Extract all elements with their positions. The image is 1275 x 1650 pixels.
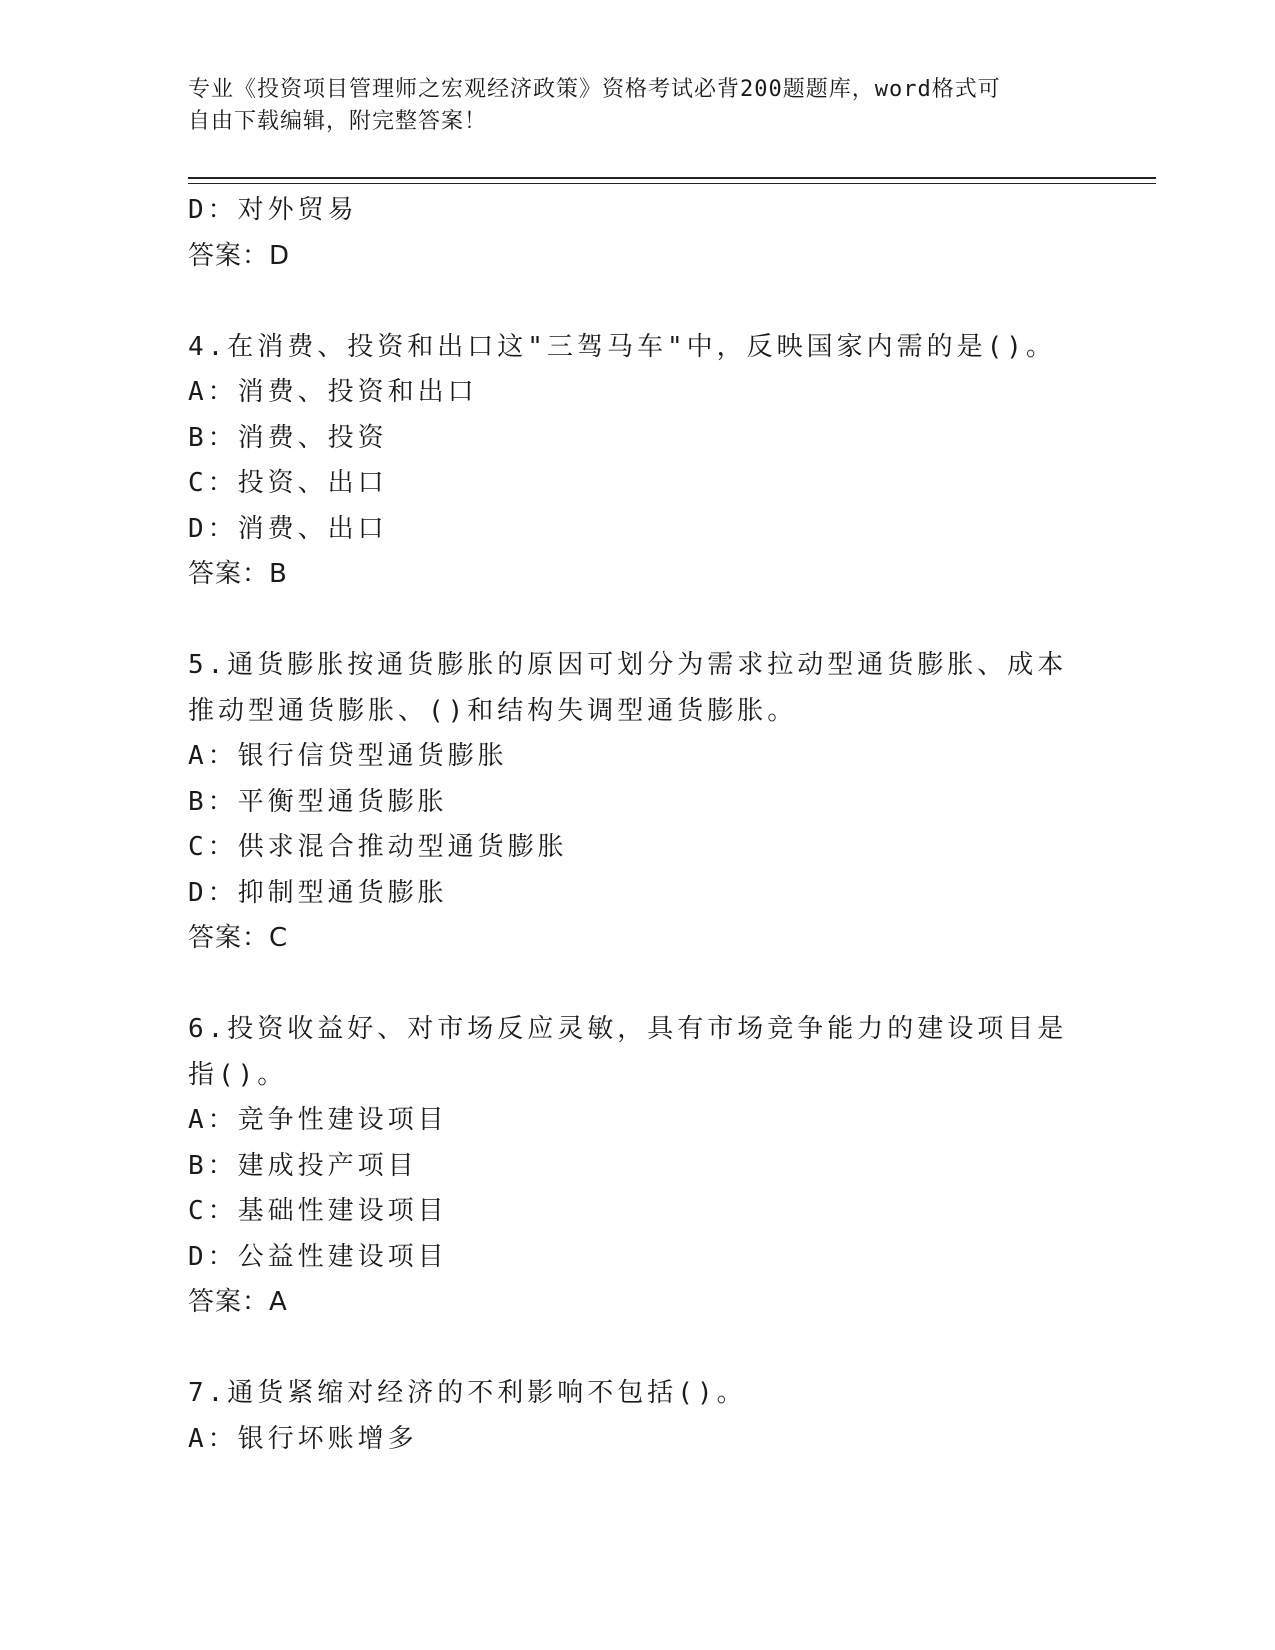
option-line: C：投资、出口 <box>188 468 388 498</box>
answer-line: 答案：B <box>188 559 288 589</box>
option-line: A：消费、投资和出口 <box>188 377 478 407</box>
header-divider-thin <box>188 183 1156 184</box>
option-line: C：基础性建设项目 <box>188 1196 448 1226</box>
option-line: A：银行坏账增多 <box>188 1423 418 1454</box>
option-line: D：抑制型通货膨胀 <box>188 877 448 908</box>
question-text: 5.通货膨胀按通货膨胀的原因可划分为需求拉动型通货膨胀、成本推动型通货膨胀、()和结构失调型通货膨胀。 <box>188 650 1068 726</box>
question-block <box>188 643 1068 962</box>
page-header <box>188 74 1068 138</box>
option-line: C：供求混合推动型通货膨胀 <box>188 832 568 862</box>
option-line: D：对外贸易 <box>188 195 358 225</box>
spacer <box>188 598 1068 644</box>
option-line: D：公益性建设项目 <box>188 1241 448 1272</box>
header-divider-thick <box>188 177 1156 179</box>
spacer <box>188 962 1068 1008</box>
option-line: B：建成投产项目 <box>188 1150 418 1181</box>
question-text: 6.投资收益好、对市场反应灵敏，具有市场竞争能力的建设项目是指()。 <box>188 1014 1068 1090</box>
question-list <box>188 188 1068 1462</box>
answer-line: 答案：A <box>188 1287 288 1317</box>
option-line: A：竞争性建设项目 <box>188 1105 448 1135</box>
question-text: 4.在消费、投资和出口这"三驾马车"中，反映国家内需的是()。 <box>188 331 1056 362</box>
question-block <box>188 1007 1068 1326</box>
option-line: D：消费、出口 <box>188 513 388 544</box>
spacer <box>188 1326 1068 1372</box>
header-line-1: 专业《投资项目管理师之宏观经济政策》资格考试必背200题题库，word格式可 <box>188 77 1001 102</box>
spacer <box>188 279 1068 325</box>
option-line: A：银行信贷型通货膨胀 <box>188 741 508 771</box>
question-text: 7.通货紧缩对经济的不利影响不包括()。 <box>188 1378 747 1408</box>
option-line: B：消费、投资 <box>188 422 388 453</box>
option-line: B：平衡型通货膨胀 <box>188 786 448 817</box>
question-block <box>188 1371 1068 1462</box>
question-block <box>188 325 1068 598</box>
header-line-2: 自由下载编辑，附完整答案！ <box>188 109 488 134</box>
answer-line: 答案：D <box>188 240 291 271</box>
answer-line: 答案：C <box>188 923 289 953</box>
